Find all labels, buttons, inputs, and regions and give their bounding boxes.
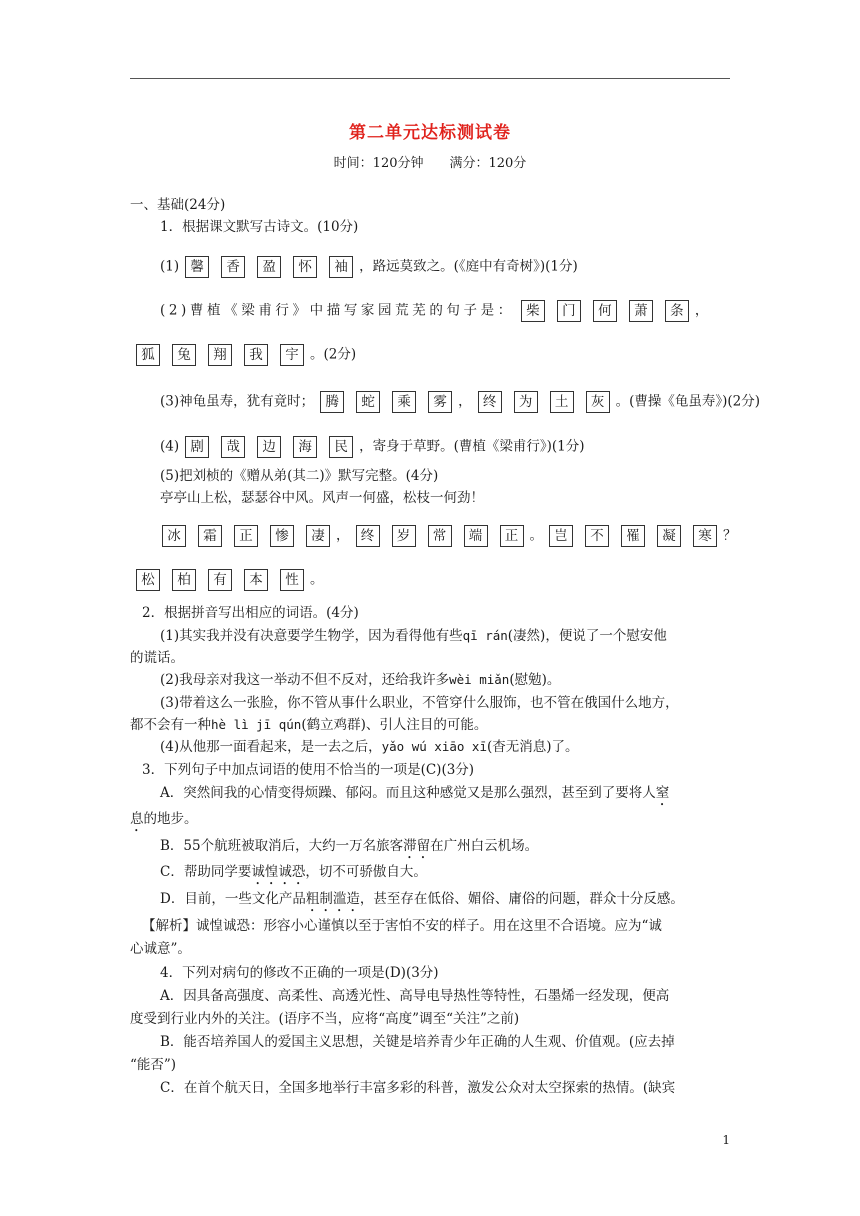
- answer-box: 边: [257, 436, 281, 458]
- pinyin: hè lì jī qún: [211, 717, 302, 732]
- q1-item2-cont: 狐 兔 翔 我 宇 。(2分): [130, 344, 356, 366]
- answer-box: 何: [593, 300, 617, 322]
- answer-box: 翔: [208, 344, 232, 366]
- q1-item5-answer-cont: 松 柏 有 本 性 。: [130, 569, 324, 591]
- answer-boxes: [130, 347, 310, 363]
- answer-box: 海: [293, 436, 317, 458]
- q1-item5-stem: (5)把刘桢的《赠从弟(其二)》默写完整。(4分): [160, 468, 439, 484]
- q3-option-b: B．55个航班被取消后，大约一万名旅客滞留在广州白云机场。: [160, 838, 539, 854]
- answer-boxes: [314, 394, 458, 410]
- q3-option-a: A．突然间我的心情变得烦躁、郁闷。而且这种感觉又是那么强烈，甚至到了要将人窒: [160, 785, 670, 801]
- dotted-word: 诚惶诚恐: [251, 864, 306, 880]
- answer-box: 冰: [162, 525, 186, 547]
- answer-box: 凝: [657, 525, 681, 547]
- q2-item3: (3)带着这么一张脸，你不管从事什么职业，不管穿什么服饰，也不管在俄国什么地方，: [160, 695, 679, 711]
- answer-box: 盈: [257, 256, 281, 278]
- answer-box: 寒: [693, 525, 717, 547]
- poem-line: 亭亭山上松，瑟瑟谷中风。风声一何盛，松枝一何劲！: [160, 490, 484, 506]
- q1-item3: (3)神龟虽寿，犹有竟时； 腾 蛇 乘 雾 ， 终 为 土 灰 。(曹操《龟虽寿》)(2分): [160, 391, 760, 413]
- section-heading: 一、基础(24分): [130, 197, 226, 213]
- answer-box: 常: [428, 525, 452, 547]
- answer-box: 雾: [428, 391, 452, 413]
- dotted-word: 窒: [655, 785, 670, 801]
- answer-box: 袖: [329, 256, 353, 278]
- q3-stem: 3．下列句子中加点词语的使用不恰当的一项是(C)(3分): [142, 762, 475, 778]
- answer-boxes: [156, 528, 336, 544]
- answer-box: 蛇: [356, 391, 380, 413]
- answer-box: 罹: [621, 525, 645, 547]
- answer-box: 狐: [136, 344, 160, 366]
- answer-box: 土: [550, 391, 574, 413]
- answer-box: 终: [478, 391, 502, 413]
- answer-box: 乘: [392, 391, 416, 413]
- answer-box: 腾: [320, 391, 344, 413]
- answer-box: 本: [244, 569, 268, 591]
- pinyin: qī rán: [462, 628, 508, 643]
- answer-box: 岂: [549, 525, 573, 547]
- answer-boxes: [543, 528, 723, 544]
- dotted-word: 息: [130, 811, 144, 827]
- answer-boxes: [472, 394, 616, 410]
- q2-stem: 2．根据拼音写出相应的词语。(4分): [142, 605, 359, 621]
- answer-box: 正: [234, 525, 258, 547]
- answer-boxes: [179, 259, 359, 275]
- q3-option-c: C．帮助同学要诚惶诚恐，切不可骄傲自大。: [160, 864, 427, 880]
- answer-box: 端: [464, 525, 488, 547]
- answer-box: 正: [500, 525, 524, 547]
- answer-box: 终: [356, 525, 380, 547]
- q1-item4: (4) 剧 哉 边 海 民 ，寄身于草野。(曹植《梁甫行》)(1分): [160, 436, 585, 458]
- answer-box: 门: [557, 300, 581, 322]
- q2-item1-cont: 的谎话。: [130, 650, 184, 666]
- pinyin: wèi miǎn: [449, 672, 510, 687]
- answer-box: 为: [514, 391, 538, 413]
- q3-analysis: 【解析】诚惶诚恐：形容小心谨慎以至于害怕不安的样子。用在这里不合语境。应为“诚: [142, 918, 662, 934]
- q3-option-a-cont: 息的地步。: [130, 811, 198, 827]
- page-title: 第二单元达标测试卷: [349, 123, 511, 143]
- answer-box: 民: [329, 436, 353, 458]
- answer-boxes: [350, 528, 530, 544]
- answer-box: 萧: [629, 300, 653, 322]
- answer-box: 岁: [392, 525, 416, 547]
- q3-option-d: D．目前，一些文化产品粗制滥造，甚至存在低俗、媚俗、庸俗的问题，群众十分反感。: [160, 891, 684, 907]
- q1-item2: (2)曹植《梁甫行》中描写家园荒芜的句子是： 柴 门 何 萧 条 ，: [160, 300, 712, 322]
- answer-box: 霜: [198, 525, 222, 547]
- q1-item1: (1) 馨 香 盈 怀 袖 ，路远莫致之。(《庭中有奇树》)(1分): [160, 256, 578, 278]
- q4-option-c: C．在首个航天日，全国多地举行丰富多彩的科普，激发公众对太空探索的热情。(缺宾: [160, 1080, 676, 1096]
- exam-info: 时间：120分钟 满分：120分: [333, 156, 527, 171]
- q4-option-a: A．因具备高强度、高柔性、高透光性、高导电导热性等特性，石墨烯一经发现，便高: [160, 988, 670, 1004]
- q4-option-b: B．能否培养国人的爱国主义思想，关键是培养青少年正确的人生观、价值观。(应去掉: [160, 1034, 675, 1050]
- answer-box: 有: [208, 569, 232, 591]
- answer-box: 柴: [521, 300, 545, 322]
- answer-boxes: [130, 572, 310, 588]
- answer-box: 兔: [172, 344, 196, 366]
- answer-box: 香: [221, 256, 245, 278]
- q2-item4: (4)从他那一面看起来，是一去之后，yǎo wú xiāo xī(杳无消息)了。: [160, 739, 579, 755]
- answer-box: 惨: [270, 525, 294, 547]
- answer-box: 怀: [293, 256, 317, 278]
- q4-stem: 4．下列对病句的修改不正确的一项是(D)(3分): [160, 965, 439, 981]
- answer-box: 柏: [172, 569, 196, 591]
- answer-box: 我: [244, 344, 268, 366]
- q4-option-a-cont: 度受到行业内外的关注。(语序不当，应将“高度”调至“关注”之前): [130, 1011, 520, 1027]
- header-rule: [130, 78, 730, 79]
- q4-option-b-cont: “能否”): [130, 1057, 177, 1073]
- dotted-word: 粗制滥造: [305, 891, 360, 907]
- answer-box: 不: [585, 525, 609, 547]
- q2-item2: (2)我母亲对我这一举动不但不反对，还给我许多wèi miǎn(慰勉)。: [160, 672, 561, 688]
- q2-item1: (1)其实我并没有决意要学生物学，因为看得他有些qī rán(凄然)，便说了一个慰安他: [160, 628, 667, 644]
- answer-box: 凄: [306, 525, 330, 547]
- page-number: 1: [722, 1133, 730, 1147]
- answer-box: 条: [665, 300, 689, 322]
- pinyin: yǎo wú xiāo xī: [381, 739, 487, 754]
- answer-box: 剧: [185, 436, 209, 458]
- answer-box: 馨: [185, 256, 209, 278]
- q1-stem: 1．根据课文默写古诗文。(10分): [160, 219, 359, 235]
- answer-boxes: [179, 439, 359, 455]
- q2-item3-cont: 都不会有一种hè lì jī qún(鹤立鸡群)、引人注目的可能。: [130, 717, 488, 733]
- answer-box: 宇: [280, 344, 304, 366]
- answer-box: 哉: [221, 436, 245, 458]
- q1-item5-answer: 冰 霜 正 惨 凄 ， 终 岁 常 端 正 。 岂 不 罹 凝 寒 ？: [156, 525, 737, 547]
- answer-boxes: [515, 303, 695, 319]
- answer-box: 松: [136, 569, 160, 591]
- dotted-word: 滞留: [403, 838, 431, 854]
- q3-analysis-cont: 心诚意”。: [130, 941, 191, 957]
- answer-box: 性: [280, 569, 304, 591]
- answer-box: 灰: [586, 391, 610, 413]
